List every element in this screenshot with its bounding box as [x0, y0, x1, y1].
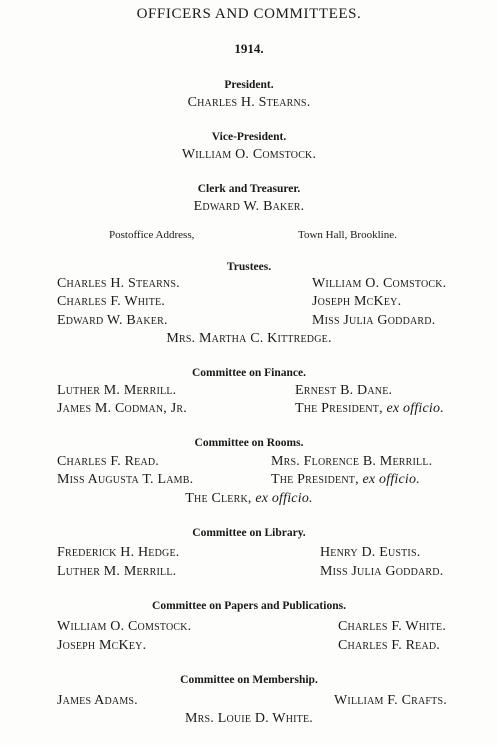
trustee-name: Charles F. White.: [57, 294, 166, 309]
rooms-member-name: Mrs. Florence B. Merrill.: [271, 454, 433, 469]
ex-officio-title: The Clerk,: [185, 491, 252, 506]
finance-committee-heading: Committee on Finance.: [191, 367, 307, 379]
library-member-name: Miss Julia Goddard.: [320, 564, 444, 579]
year-heading: 1914.: [234, 41, 264, 56]
trustee-name: Edward W. Baker.: [57, 313, 168, 328]
papers-member-name: William O. Comstock.: [57, 619, 192, 634]
rooms-member-name: Miss Augusta T. Lamb.: [57, 472, 194, 487]
papers-member-name: Charles F. White.: [338, 619, 447, 634]
clerk-treasurer-name: Edward W. Baker.: [193, 199, 305, 214]
papers-committee-heading: Committee on Papers and Publications.: [152, 600, 346, 612]
vice-president-name: William O. Comstock.: [181, 147, 317, 162]
finance-member-name: Luther M. Merrill.: [57, 383, 177, 398]
ex-officio-note: ex officio.: [255, 491, 313, 506]
finance-ex-officio: [295, 401, 444, 417]
membership-member-name: Mrs. Louie D. White.: [185, 711, 313, 726]
papers-member-name: Joseph McKey.: [57, 638, 147, 653]
president-heading: President.: [224, 79, 274, 91]
rooms-ex-officio: [271, 472, 420, 488]
membership-committee-heading: Committee on Membership.: [180, 674, 318, 686]
trustee-name: Charles H. Stearns.: [57, 276, 180, 291]
rooms-member-name: Charles F. Read.: [57, 454, 159, 469]
finance-member-name: James M. Codman, Jr.: [57, 401, 187, 416]
vice-president-heading: Vice-President.: [211, 131, 287, 143]
page-title: OFFICERS AND COMMITTEES.: [136, 6, 362, 22]
rooms-ex-officio: [0, 491, 498, 507]
clerk-treasurer-heading: Clerk and Treasurer.: [197, 183, 301, 195]
papers-member-name: Charles F. Read.: [338, 638, 440, 653]
library-committee-heading: Committee on Library.: [192, 527, 306, 539]
postoffice-address-label: Postoffice Address,: [109, 229, 195, 241]
membership-member-name: William F. Crafts.: [334, 693, 447, 708]
trustees-heading: Trustees.: [226, 261, 272, 273]
membership-member-name: James Adams.: [57, 693, 138, 708]
finance-member-name: Ernest B. Dane.: [295, 383, 393, 398]
trustee-name: Miss Julia Goddard.: [312, 313, 436, 328]
ex-officio-title: The President,: [295, 401, 383, 416]
postoffice-address-value: Town Hall, Brookline.: [298, 229, 397, 241]
trustee-name: William O. Comstock.: [312, 276, 447, 291]
ex-officio-note: ex officio.: [386, 401, 444, 416]
rooms-committee-heading: Committee on Rooms.: [194, 437, 304, 449]
library-member-name: Luther M. Merrill.: [57, 564, 177, 579]
ex-officio-note: ex officio.: [362, 472, 420, 487]
trustee-name: Mrs. Martha C. Kittredge.: [166, 331, 332, 346]
library-member-name: Henry D. Eustis.: [320, 545, 421, 560]
president-name: Charles H. Stearns.: [187, 95, 311, 110]
ex-officio-title: The President,: [271, 472, 359, 487]
library-member-name: Frederick H. Hedge.: [57, 545, 180, 560]
trustee-name: Joseph McKey.: [312, 294, 402, 309]
